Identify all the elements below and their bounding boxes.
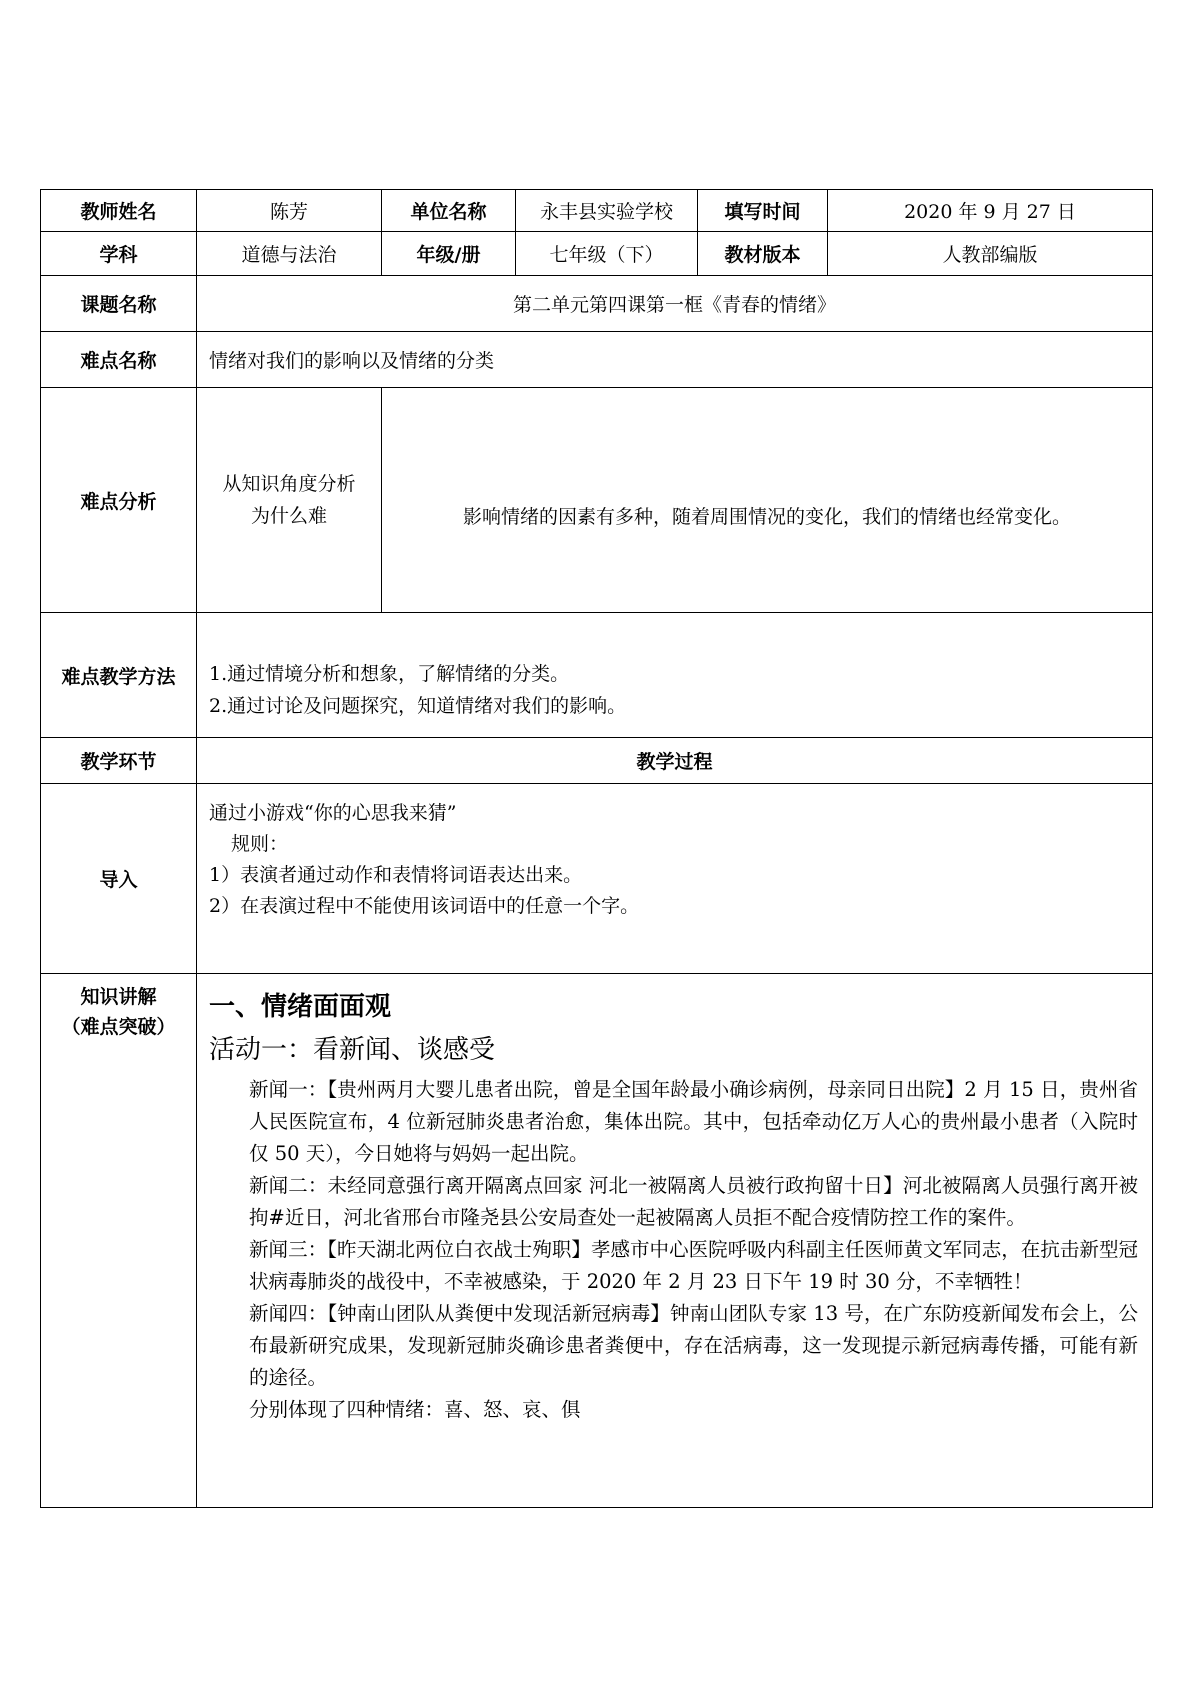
date-value: 2020 年 9 月 27 日 xyxy=(828,190,1153,232)
intro-line-2: 规则： xyxy=(231,833,289,855)
process-header-row xyxy=(41,738,1153,784)
difficulty-row xyxy=(41,332,1153,388)
unit-value: 永丰县实验学校 xyxy=(516,190,698,232)
grade-label: 年级/册 xyxy=(382,232,516,276)
intro-line-1: 通过小游戏“你的心思我来猜” xyxy=(209,802,457,824)
knowledge-label xyxy=(41,974,197,1508)
grade-value: 七年级（下） xyxy=(516,232,698,276)
analysis-row xyxy=(41,388,1153,613)
knowledge-content xyxy=(197,974,1153,1508)
analysis-value: 影响情绪的因素有多种，随着周围情况的变化，我们的情绪也经常变化。 xyxy=(382,388,1153,613)
knowledge-label-line-2: （难点突破） xyxy=(61,1016,176,1038)
news-item-1: 新闻一：【贵州两月大婴儿患者出院，曾是全国年龄最小确诊病例，母亲同日出院】2 月 15 日，贵州省人民医院宣布，4 位新冠肺炎患者治愈，集体出院。其中，包括牵动亿万人心的贵州最小患者（入院时仅 50 天），今日她将与妈妈一起出院。 xyxy=(249,1078,1138,1165)
lesson-plan-table xyxy=(40,189,1153,1508)
edition-value: 人教部编版 xyxy=(828,232,1153,276)
difficulty-value: 情绪对我们的影响以及情绪的分类 xyxy=(197,332,1153,388)
topic-value: 第二单元第四课第一框《青春的情绪》 xyxy=(197,276,1153,332)
intro-label: 导入 xyxy=(41,784,197,974)
method-label: 难点教学方法 xyxy=(41,613,197,738)
intro-row xyxy=(41,784,1153,974)
subject-label: 学科 xyxy=(41,232,197,276)
method-row xyxy=(41,613,1153,738)
subject-value: 道德与法治 xyxy=(197,232,382,276)
topic-label: 课题名称 xyxy=(41,276,197,332)
method-item-1: 1.通过情境分析和想象，了解情绪的分类。 xyxy=(209,663,570,685)
intro-content xyxy=(197,784,1153,974)
process-header-right: 教学过程 xyxy=(197,738,1153,784)
method-value xyxy=(197,613,1153,738)
teacher-value: 陈芳 xyxy=(197,190,382,232)
news-item-3: 新闻三：【昨天湖北两位白衣战士殉职】孝感市中心医院呼吸内科副主任医师黄文军同志，在抗击新型冠状病毒肺炎的战役中，不幸被感染，于 2020 年 2 月 23 日下午 19 时 30 分，不幸牺牲！ xyxy=(249,1238,1138,1293)
analysis-sub-label-line-1: 从知识角度分析 xyxy=(222,473,356,495)
topic-row xyxy=(41,276,1153,332)
edition-label: 教材版本 xyxy=(698,232,828,276)
intro-line-3: 1）表演者通过动作和表情将词语表达出来。 xyxy=(209,864,583,886)
news-summary: 分别体现了四种情绪：喜、怒、哀、俱 xyxy=(249,1398,581,1421)
analysis-sub-label xyxy=(197,388,382,613)
news-block xyxy=(209,1074,1138,1426)
process-header-left: 教学环节 xyxy=(41,738,197,784)
knowledge-heading: 一、情绪面面观 xyxy=(209,992,392,1022)
intro-line-4: 2）在表演过程中不能使用该词语中的任意一个字。 xyxy=(209,895,640,917)
header-row-2 xyxy=(41,232,1153,276)
difficulty-label: 难点名称 xyxy=(41,332,197,388)
unit-label: 单位名称 xyxy=(382,190,516,232)
activity-title: 活动一：看新闻、谈感受 xyxy=(209,1035,496,1065)
method-item-2: 2.通过讨论及问题探究，知道情绪对我们的影响。 xyxy=(209,695,627,717)
header-row-1 xyxy=(41,190,1153,232)
analysis-sub-label-line-2: 为什么难 xyxy=(250,505,327,527)
knowledge-row xyxy=(41,974,1153,1508)
knowledge-label-line-1: 知识讲解 xyxy=(80,986,157,1008)
news-item-4: 新闻四：【钟南山团队从粪便中发现活新冠病毒】钟南山团队专家 13 号，在广东防疫新闻发布会上，公布最新研究成果，发现新冠肺炎确诊患者粪便中，存在活病毒，这一发现提示新冠病毒传播，可能有新的途径。 xyxy=(249,1302,1138,1389)
date-label: 填写时间 xyxy=(698,190,828,232)
news-item-2: 新闻二：未经同意强行离开隔离点回家 河北一被隔离人员被行政拘留十日】河北被隔离人员强行离开被拘#近日，河北省邢台市隆尧县公安局查处一起被隔离人员拒不配合疫情防控工作的案件。 xyxy=(249,1174,1138,1229)
teacher-label: 教师姓名 xyxy=(41,190,197,232)
analysis-label: 难点分析 xyxy=(41,388,197,613)
